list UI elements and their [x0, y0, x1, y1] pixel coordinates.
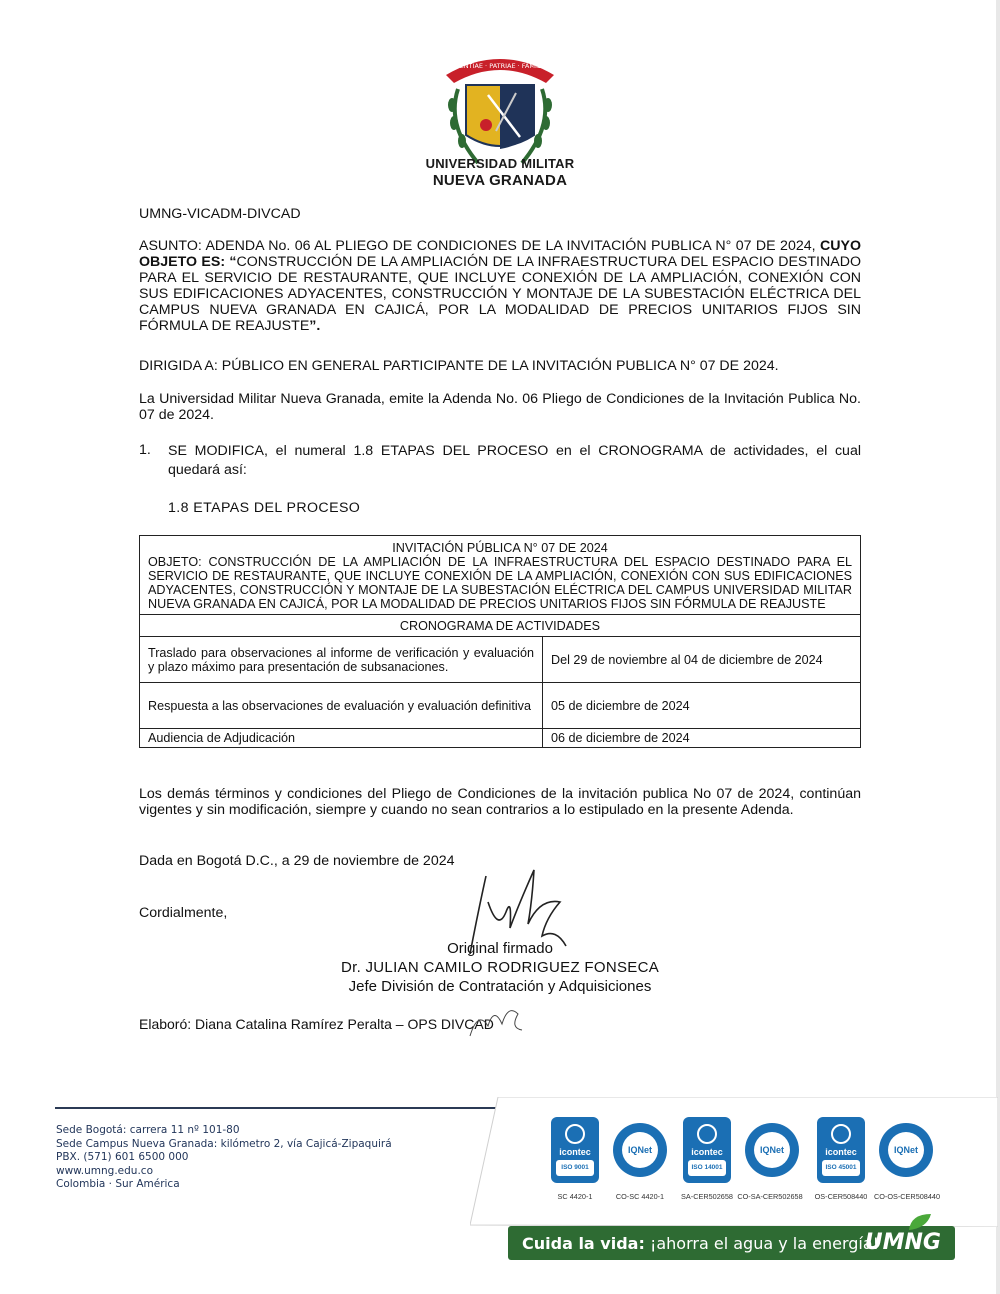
subject-suffix: ”.: [309, 318, 321, 334]
iqnet-badge: [744, 1122, 794, 1190]
table-row: [140, 637, 861, 683]
conservation-banner: [508, 1226, 955, 1260]
iqnet-label: IQNet: [759, 1145, 784, 1155]
table-row: [140, 729, 861, 748]
cert-code: SA-CER502658: [681, 1192, 733, 1201]
address-line: Sede Campus Nueva Granada: kilómetro 2, vía Cajicá-Zipaquirá: [56, 1137, 392, 1150]
banner-message: [522, 1234, 879, 1253]
icontec-word: icontec: [559, 1147, 591, 1157]
iqnet-label: IQNet: [893, 1145, 918, 1155]
address-line: Colombia · Sur América: [56, 1178, 180, 1191]
initials-signature: [466, 1000, 526, 1042]
subject-paragraph: [139, 238, 861, 334]
object-text: OBJETO: CONSTRUCCIÓN DE LA AMPLIACIÓN DE LA INFRAESTRUCTURA DEL ESPACIO DESTINADO PARA EL SERVICIO DE RESTAURANTE, QUE INCLUYE CONEXIÓN DE LA AMPLIACIÓN, CONEXIÓN CON SUS EDIFICACIONES ADYACENTES, CONSTRUCCIÓN Y MONTAJE DE LA SUBESTACIÓN ELÉCTRICA DEL CAMPUS UNIVERSIDAD MILITAR NUEVA GRANADA EN CAJICÁ, POR LA MODALIDAD DE PRECIOS UNITARIOS FIJOS SIN FÓRMULA DE REAJUSTE: [148, 555, 852, 611]
umng-logo: UMNG: [864, 1230, 941, 1255]
subject-text: CONSTRUCCIÓN DE LA AMPLIACIÓN DE LA INFRAESTRUCTURA DEL ESPACIO DESTINADO PARA EL SERVICIO DE RESTAURANTE, QUE INCLUYE CONEXIÓN DE LA AMPLIACIÓN, CONEXIÓN CON SUS EDIFICACIONES ADYACENTES, CONSTRUCCIÓN Y MONTAJE DE LA SUBESTACIÓN ELÉCTRICA DEL CAMPUS NUEVA GRANADA EN CAJICÁ, POR LA MODALIDAD DE PRECIOS UNITARIOS FIJOS SIN FÓRMULA DE REAJUSTE: [139, 254, 861, 334]
activity-cell: Traslado para observaciones al informe de verificación y evaluación y plazo máximo para presentación de subsanaciones.: [140, 637, 543, 683]
subject-bold-label: CUYO OBJETO ES: “: [139, 238, 861, 270]
logo-name-line2: NUEVA GRANADA: [432, 172, 568, 189]
cert-label: ISO 9001: [561, 1164, 589, 1171]
banner-text: ¡ahorra el agua y la energía!: [644, 1234, 880, 1253]
icontec-iso14001-badge: [682, 1116, 732, 1184]
cert-code: CO-SC 4420-1: [615, 1192, 665, 1201]
footer-address: [56, 1124, 392, 1192]
website-link[interactable]: www.umng.edu.co: [56, 1164, 153, 1177]
date-cell: 05 de diciembre de 2024: [543, 683, 861, 729]
icontec-iso9001-badge: [550, 1116, 600, 1184]
prepared-by: Elaboró: Diana Catalina Ramírez Peralta – OPS DIVCAD: [139, 1016, 494, 1032]
footer-rule: [55, 1107, 500, 1109]
cronograma-row: [140, 615, 861, 637]
cronograma-header: CRONOGRAMA DE ACTIVIDADES: [140, 615, 861, 637]
activity-cell: Audiencia de Adjudicación: [140, 729, 543, 748]
logo-name-line1: UNIVERSIDAD MILITAR: [425, 156, 575, 171]
iqnet-label: IQNet: [627, 1145, 652, 1155]
cert-code: OS-CER508440: [814, 1192, 868, 1201]
cert-label: ISO 45001: [825, 1164, 857, 1171]
address-line: PBX. (571) 601 6500 000: [56, 1151, 189, 1164]
table-title-cell: [140, 536, 861, 615]
document-reference: UMNG-VICADM-DIVCAD: [139, 206, 301, 222]
date-line: Dada en Bogotá D.C., a 29 de noviembre de 2024: [139, 853, 455, 869]
table-row: [140, 683, 861, 729]
item-text: SE MODIFICA, el numeral 1.8 ETAPAS DEL PROCESO en el CRONOGRAMA de actividades, el cual quedará así:: [168, 443, 861, 478]
icontec-word: icontec: [691, 1147, 723, 1157]
cert-code: SC 4420-1: [557, 1192, 593, 1201]
activity-cell: Respuesta a las observaciones de evaluación y evaluación definitiva: [140, 683, 543, 729]
item-number: 1.: [139, 442, 151, 458]
signer-title: Jefe División de Contratación y Adquisiciones: [348, 978, 652, 995]
cert-code: CO-OS-CER508440: [873, 1192, 941, 1201]
date-cell: 06 de diciembre de 2024: [543, 729, 861, 748]
closing-paragraph: Los demás términos y condiciones del Pliego de Condiciones de la invitación publica No 07 de 2024, continúan vigentes y sin modificación, siempre y cuando no sean contrarios a lo estipulado en la presente Adenda.: [139, 786, 861, 818]
section-title: 1.8 ETAPAS DEL PROCESO: [168, 500, 361, 516]
icontec-iso45001-badge: [816, 1116, 866, 1184]
signer-name: Dr. JULIAN CAMILO RODRIGUEZ FONSECA: [340, 959, 660, 976]
invitation-title: INVITACIÓN PÚBLICA N° 07 DE 2024: [392, 541, 608, 555]
logo-ribbon-text: SCIENTIAE · PATRIAE · FAMILIAE: [449, 62, 551, 70]
table-header-row: [140, 536, 861, 615]
cert-label: ISO 14001: [691, 1164, 723, 1171]
intro-paragraph: La Universidad Militar Nueva Granada, emite la Adenda No. 06 Pliego de Condiciones de la Invitación Publica No. 07 de 2024.: [139, 391, 861, 423]
leaf-icon: [905, 1212, 935, 1232]
banner-bold: Cuida la vida:: [522, 1234, 645, 1253]
schedule-table: [139, 535, 861, 748]
icontec-word: icontec: [825, 1147, 857, 1157]
iqnet-badge: [878, 1122, 928, 1190]
salutation: Cordialmente,: [139, 905, 228, 921]
original-signed: Original firmado: [447, 940, 553, 957]
date-cell: Del 29 de noviembre al 04 de diciembre de 2024: [543, 637, 861, 683]
iqnet-badge: [612, 1122, 662, 1190]
subject-prefix: ASUNTO: ADENDA No. 06 AL PLIEGO DE CONDICIONES DE LA INVITACIÓN PUBLICA N° 07 DE 2024,: [139, 238, 820, 254]
cert-code: CO-SA-CER502658: [737, 1192, 803, 1201]
address-line: Sede Bogotá: carrera 11 nº 101-80: [56, 1124, 240, 1136]
addressed-to: DIRIGIDA A: PÚBLICO EN GENERAL PARTICIPANTE DE LA INVITACIÓN PUBLICA N° 07 DE 2024.: [139, 358, 779, 374]
